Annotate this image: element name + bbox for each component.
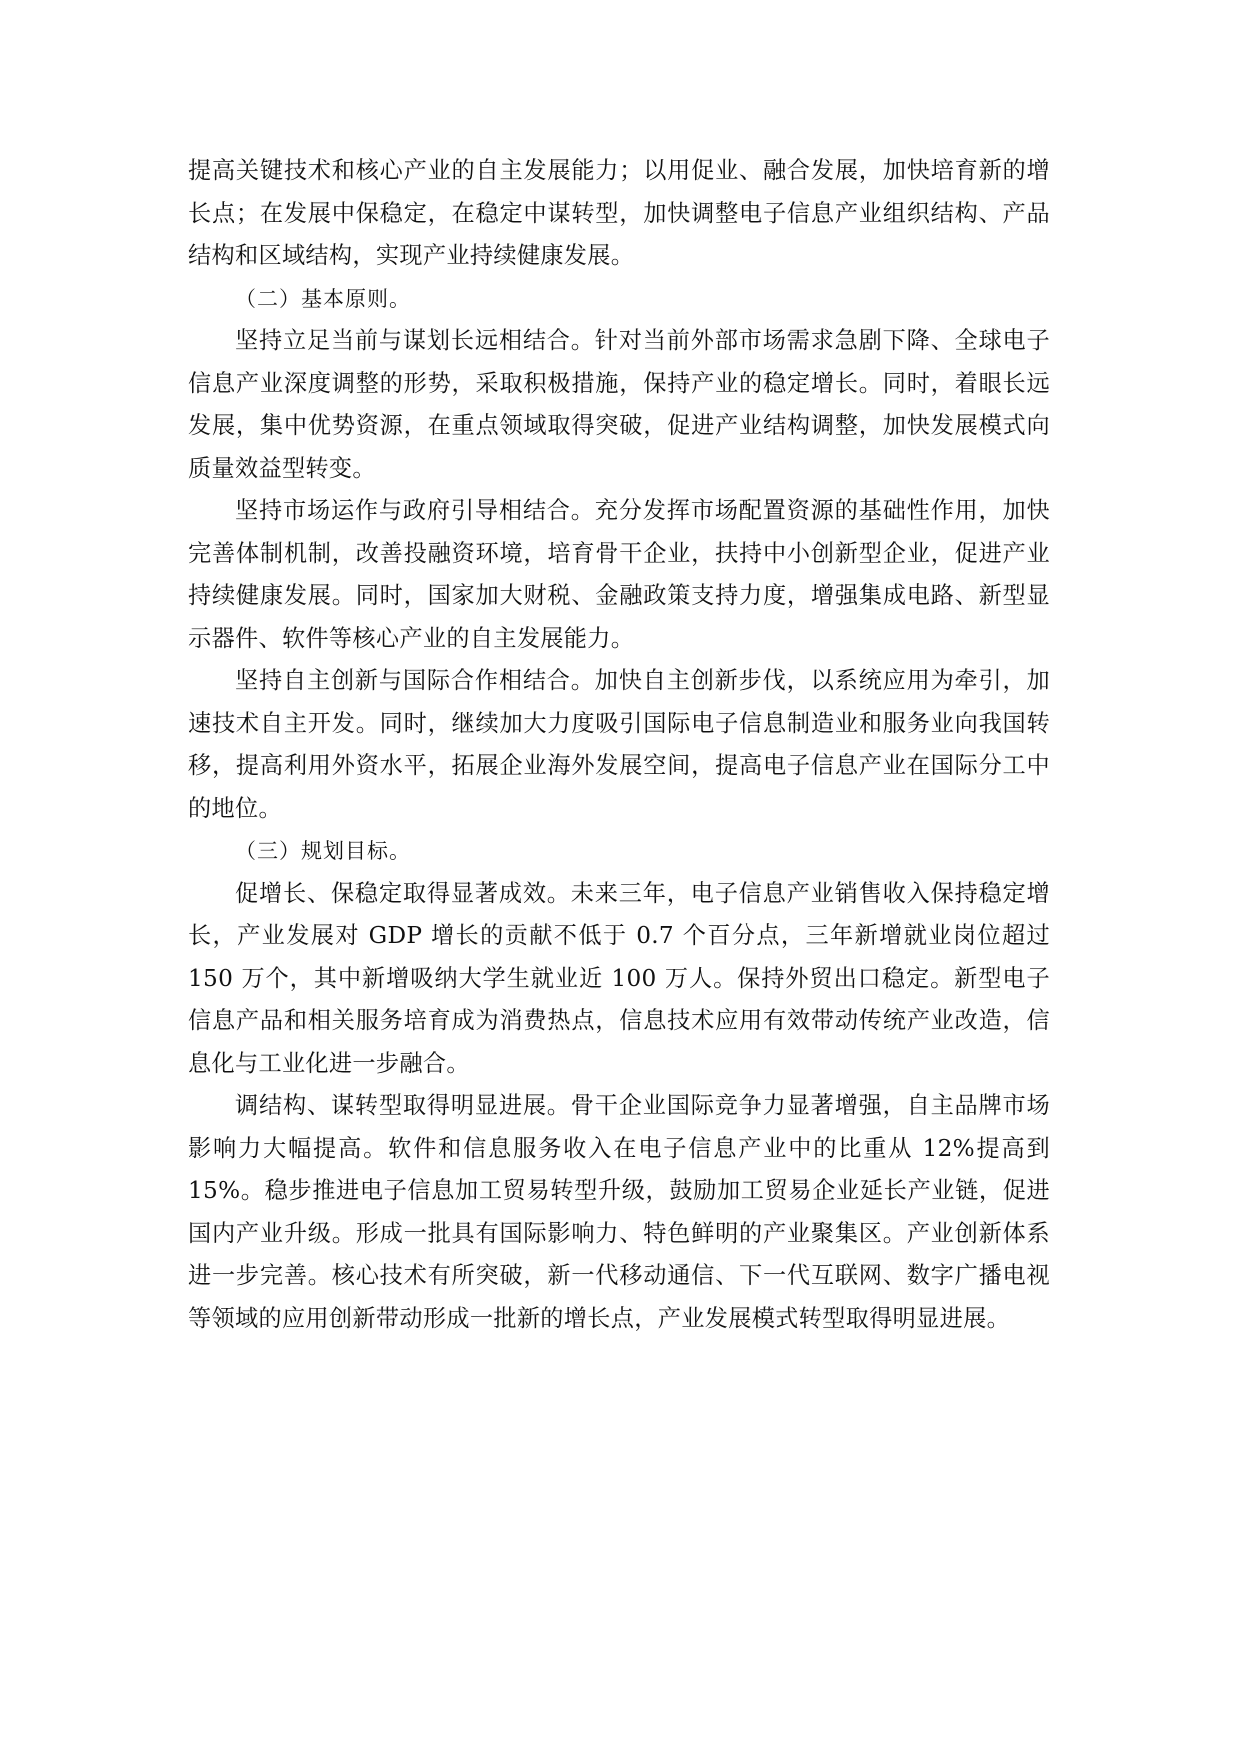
paragraph-goal-1: 促增长、保稳定取得显著成效。未来三年，电子信息产业销售收入保持稳定增长，产业发展对 GDP 增长的贡献不低于 0.7 个百分点，三年新增就业岗位超过150 万个，其中新增吸纳大学生就业近 100 万人。保持外贸出口稳定。新型电子信息产品和相关服务培育成为消费热点，信息技术应用有效带动传统产业改造，信息化与工业化进一步融合。 bbox=[188, 879, 1050, 1077]
document-page bbox=[188, 150, 1050, 1340]
paragraph-principle-1: 坚持立足当前与谋划长远相结合。针对当前外部市场需求急剧下降、全球电子信息产业深度调整的形势，采取积极措施，保持产业的稳定增长。同时，着眼长远发展，集中优势资源，在重点领域取得突破，促进产业结构调整，加快发展模式向质量效益型转变。 bbox=[188, 327, 1050, 482]
section-heading-basic-principles: （二）基本原则。 bbox=[235, 286, 411, 311]
section-heading-planning-goals: （三）规划目标。 bbox=[235, 839, 411, 863]
paragraph-principle-2: 坚持市场运作与政府引导相结合。充分发挥市场配置资源的基础性作用，加快完善体制机制，改善投融资环境，培育骨干企业，扶持中小创新型企业，促进产业持续健康发展。同时，国家加大财税、金融政策支持力度，增强集成电路、新型显示器件、软件等核心产业的自主发展能力。 bbox=[188, 497, 1050, 652]
paragraph-principle-3: 坚持自主创新与国际合作相结合。加快自主创新步伐，以系统应用为牵引，加速技术自主开发。同时，继续加大力度吸引国际电子信息制造业和服务业向我国转移，提高利用外资水平，拓展企业海外发展空间，提高电子信息产业在国际分工中的地位。 bbox=[188, 667, 1050, 822]
paragraph-continuation: 提高关键技术和核心产业的自主发展能力；以用促业、融合发展，加快培育新的增长点；在发展中保稳定，在稳定中谋转型，加快调整电子信息产业组织结构、产品结构和区域结构，实现产业持续健康发展。 bbox=[188, 157, 1050, 269]
paragraph-goal-2: 调结构、谋转型取得明显进展。骨干企业国际竞争力显著增强，自主品牌市场影响力大幅提高。软件和信息服务收入在电子信息产业中的比重从 12%提高到15%。稳步推进电子信息加工贸易转型升级，鼓励加工贸易企业延长产业链，促进国内产业升级。形成一批具有国际影响力、特色鲜明的产业聚集区。产业创新体系进一步完善。核心技术有所突破，新一代移动通信、下一代互联网、数字广播电视等领域的应用创新带动形成一批新的增长点，产业发展模式转型取得明显进展。 bbox=[188, 1092, 1050, 1332]
